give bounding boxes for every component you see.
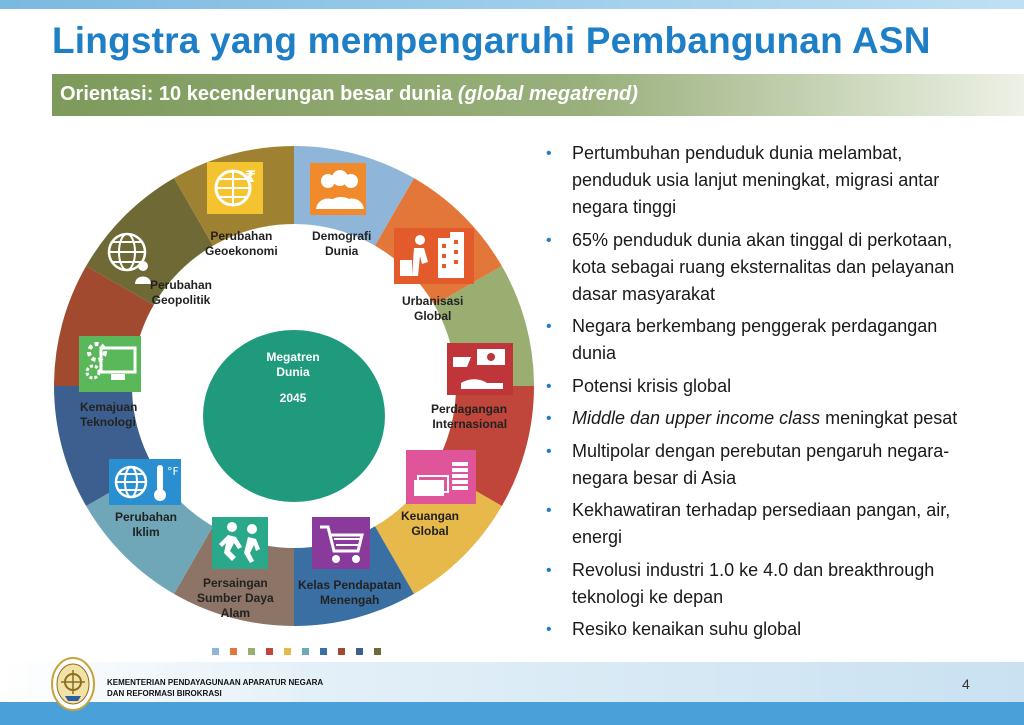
- label-sda-1: Persaingan: [203, 576, 268, 590]
- subtitle-italic: (global megatrend): [457, 83, 638, 105]
- color-square: [230, 648, 237, 655]
- label-geoekonomi-1: Perubahan: [210, 229, 273, 243]
- page-title: Lingstra yang mempengaruhi Pembangunan ASN: [52, 20, 931, 61]
- color-square: [320, 648, 327, 655]
- label-sda-2: Sumber Daya: [197, 591, 274, 605]
- svg-text:°F: °F: [167, 465, 179, 478]
- label-sda: [197, 576, 274, 621]
- color-square: [338, 648, 345, 655]
- label-urbanisasi-1: Urbanisasi: [402, 294, 464, 308]
- bullet-item: [546, 373, 986, 400]
- label-keuangan: [401, 509, 459, 539]
- bullet-item: [546, 405, 986, 432]
- subtitle-text: Orientasi: 10 kecenderungan besar dunia: [60, 83, 458, 105]
- label-iklim-2: Iklim: [132, 525, 160, 539]
- bullet-item: [546, 313, 986, 367]
- label-teknologi-1: Kemajuan: [80, 400, 138, 414]
- bullet-item: [546, 616, 986, 643]
- bullet-text: meningkat pesat: [820, 408, 958, 428]
- label-kelas-1: Kelas Pendapatan: [298, 578, 402, 592]
- svg-text:₹: ₹: [245, 167, 257, 186]
- label-demografi-2: Dunia: [325, 244, 359, 258]
- bullet-text: 65% penduduk dunia akan tinggal di perkotaan, kota sebagai ruang eksternalitas dan pelayanan dasar masyarakat: [572, 229, 955, 304]
- bullet-item: [546, 557, 986, 611]
- label-geoekonomi-2: Geoekonomi: [205, 244, 278, 258]
- label-geopolitik: [150, 278, 212, 308]
- bullet-text: Multipolar dengan perebutan pengaruh negara-negara besar di Asia: [572, 440, 950, 488]
- money-hand-icon: [447, 343, 513, 400]
- bullet-dot-icon: •: [546, 621, 552, 638]
- bullet-text: Resiko kenaikan suhu global: [572, 619, 802, 639]
- label-demografi-1: Demografi: [312, 229, 372, 243]
- globe-thermometer-icon: [109, 459, 181, 510]
- label-geoekonomi: [205, 229, 278, 259]
- color-square: [212, 648, 219, 655]
- runners-icon: [212, 517, 268, 574]
- label-kelas-2: Menengah: [320, 593, 380, 607]
- color-square: [248, 648, 255, 655]
- bullet-item: [546, 227, 986, 308]
- label-geopolitik-1: Perubahan: [150, 278, 213, 292]
- gear-computer-icon: [79, 336, 141, 397]
- label-teknologi-2: Teknologi: [80, 415, 136, 429]
- color-square: [302, 648, 309, 655]
- label-perdagangan: [431, 402, 507, 432]
- color-square: [374, 648, 381, 655]
- page-number: 4: [962, 676, 970, 692]
- shopping-cart-icon: [312, 517, 370, 574]
- rupiah-globe-icon: [207, 162, 263, 219]
- bullet-text: Negara berkembang penggerak perdagangan dunia: [572, 316, 938, 363]
- center-title: [223, 350, 363, 406]
- label-iklim: [115, 510, 177, 540]
- label-perdagangan-2: Internasional: [432, 417, 508, 431]
- center-year: 2045: [279, 391, 307, 405]
- bullet-text: Pertumbuhan penduduk dunia melambat, penduduk usia lanjut meningkat, migrasi antar negara tinggi: [572, 143, 940, 217]
- label-urbanisasi: [402, 294, 463, 324]
- bullet-item: [546, 497, 986, 551]
- megatrend-wheel: [0, 0, 560, 660]
- color-square: [284, 648, 291, 655]
- label-sda-3: Alam: [220, 606, 251, 620]
- label-kelas: [298, 578, 401, 608]
- bullet-dot-icon: •: [546, 145, 552, 162]
- label-teknologi: [80, 400, 137, 430]
- city-buildings-icon: [394, 228, 474, 289]
- bullet-item: [546, 140, 986, 221]
- label-keuangan-2: Global: [411, 524, 449, 538]
- bullet-text: Potensi krisis global: [572, 375, 732, 396]
- footer-line2: DAN REFORMASI BIROKRASI: [107, 689, 222, 698]
- ministry-logo-icon: [50, 656, 96, 717]
- bullet-dot-icon: •: [546, 231, 552, 249]
- label-geopolitik-2: Geopolitik: [151, 293, 211, 307]
- bullet-text: Revolusi industri 1.0 ke 4.0 dan breakthrough teknologi ke depan: [572, 559, 935, 607]
- bullet-dot-icon: •: [546, 377, 552, 395]
- bullet-dot-icon: •: [546, 410, 552, 427]
- bullet-dot-icon: •: [546, 318, 552, 335]
- label-perdagangan-1: Perdagangan: [431, 402, 508, 416]
- label-demografi: [312, 229, 371, 259]
- bullet-item: [546, 438, 986, 492]
- color-square: [356, 648, 363, 655]
- bullet-text: Kekhawatiran terhadap persediaan pangan, air, energi: [572, 500, 951, 547]
- bullet-italic-text: Middle dan upper income class: [572, 408, 821, 428]
- color-square: [266, 648, 273, 655]
- footer-ministry-name: [107, 677, 323, 699]
- footer-bottom-strip: [0, 702, 1024, 725]
- money-stack-icon: [406, 450, 476, 509]
- center-line2: Dunia: [276, 365, 310, 379]
- center-line1: Megatren: [266, 350, 320, 364]
- bullet-dot-icon: •: [546, 442, 552, 460]
- label-keuangan-1: Keuangan: [401, 509, 460, 523]
- label-iklim-1: Perubahan: [115, 510, 178, 524]
- bullet-list: [546, 140, 986, 649]
- footer-line1: KEMENTERIAN PENDAYAGUNAAN APARATUR NEGARA: [107, 678, 324, 687]
- label-urbanisasi-2: Global: [414, 309, 452, 323]
- globe-person-icon: [103, 228, 155, 291]
- bullet-dot-icon: •: [546, 561, 552, 579]
- bullet-dot-icon: •: [546, 502, 552, 519]
- people-group-icon: [310, 163, 366, 220]
